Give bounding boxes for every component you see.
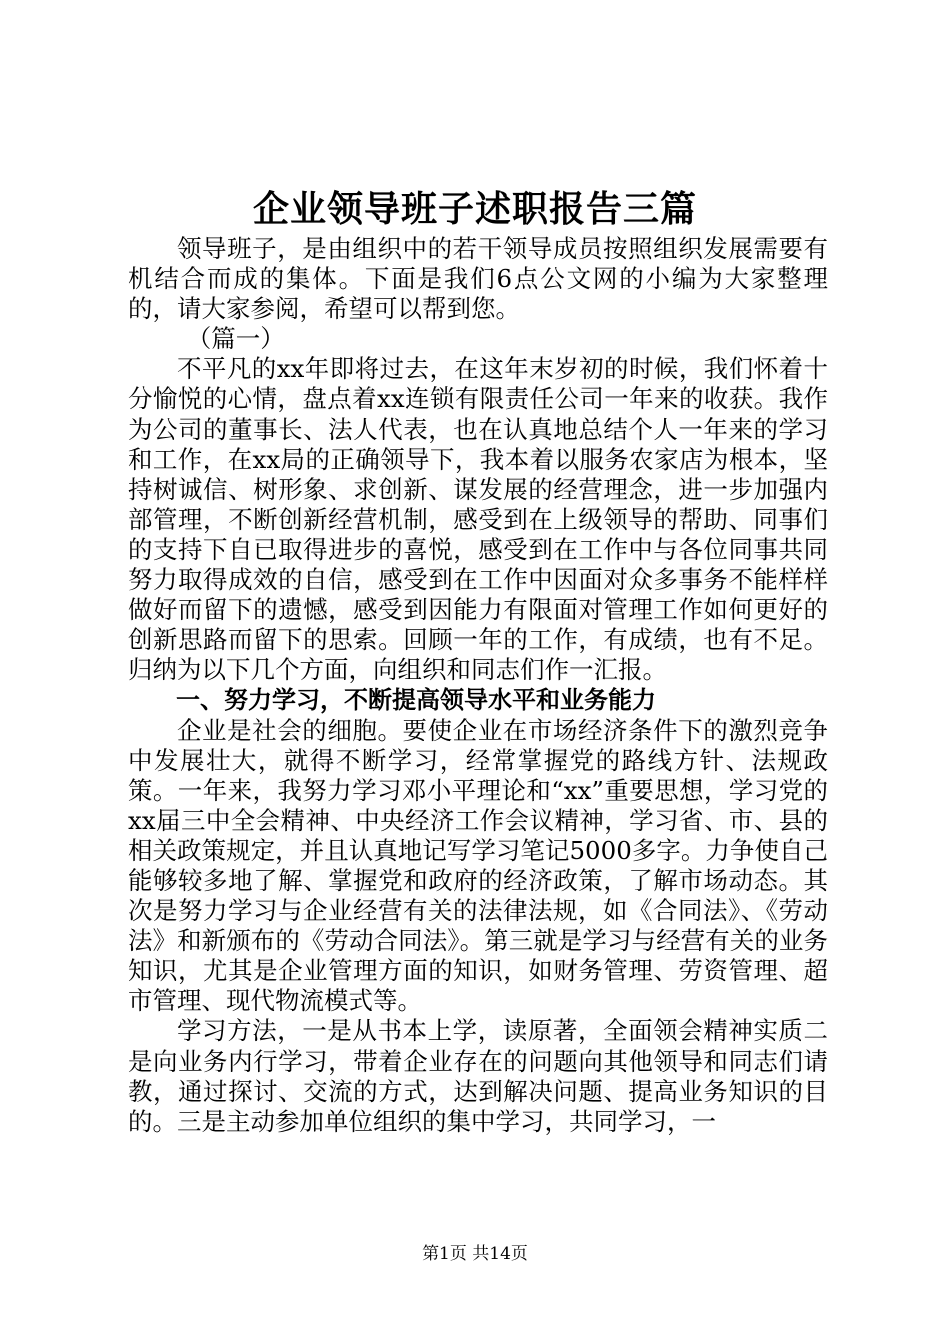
- document-body: [128, 234, 828, 1137]
- section-marker: （篇一）: [186, 324, 285, 354]
- section-heading-1: 一、努力学习，不断提高领导水平和业务能力: [176, 686, 656, 715]
- intro-paragraph: 领导班子，是由组织中的若干领导成员按照组织发展需要有机结合而成的集体。下面是我们6点公文网的小编为大家整理的，请大家参阅，希望可以帮到您。: [128, 234, 828, 324]
- paragraph-2: 企业是社会的细胞。要使企业在市场经济条件下的激烈竞争中发展壮大，就得不断学习，经常掌握党的路线方针、法规政策。一年来，我努力学习邓小平理论和“xx”重要思想，学习党的xx届三中全会精神、中央经济工作会议精神，学习省、市、县的相关政策规定，并且认真地记写学习笔记5000多字。力争使自己能够较多地了解、掌握党和政府的经济政策，了解市场动态。其次是努力学习与企业经营有关的法律法规，如《合同法》、《劳动法》和新颁布的《劳动合同法》。第三就是学习与经营有关的业务知识，尤其是企业管理方面的知识，如财务管理、劳资管理、超市管理、现代物流模式等。: [128, 715, 828, 1016]
- document-title: 企业领导班子述职报告三篇: [252, 188, 697, 230]
- page-number-footer: 第1页 共14页: [422, 1244, 528, 1264]
- paragraph-3: 学习方法，一是从书本上学，读原著，全面领会精神实质二是向业务内行学习，带着企业存在的问题向其他领导和同志们请教，通过探讨、交流的方式，达到解决问题、提高业务知识的目的。三是主动参加单位组织的集中学习，共同学习，一: [128, 1016, 828, 1136]
- paragraph-1: 不平凡的xx年即将过去，在这年末岁初的时候，我们怀着十分愉悦的心情，盘点着xx连锁有限责任公司一年来的收获。我作为公司的董事长、法人代表，也在认真地总结个人一年来的学习和工作，在xx局的正确领导下，我本着以服务农家店为根本，坚持树诚信、树形象、求创新、谋发展的经营理念，进一步加强内部管理，不断创新经营机制，感受到在上级领导的帮助、同事们的支持下自已取得进步的喜悦，感受到在工作中与各位同事共同努力取得成效的自信，感受到在工作中因面对众多事务不能样样做好而留下的遗憾，感受到因能力有限面对管理工作如何更好的创新思路而留下的思索。回顾一年的工作，有成绩，也有不足。归纳为以下几个方面，向组织和同志们作一汇报。: [128, 354, 828, 685]
